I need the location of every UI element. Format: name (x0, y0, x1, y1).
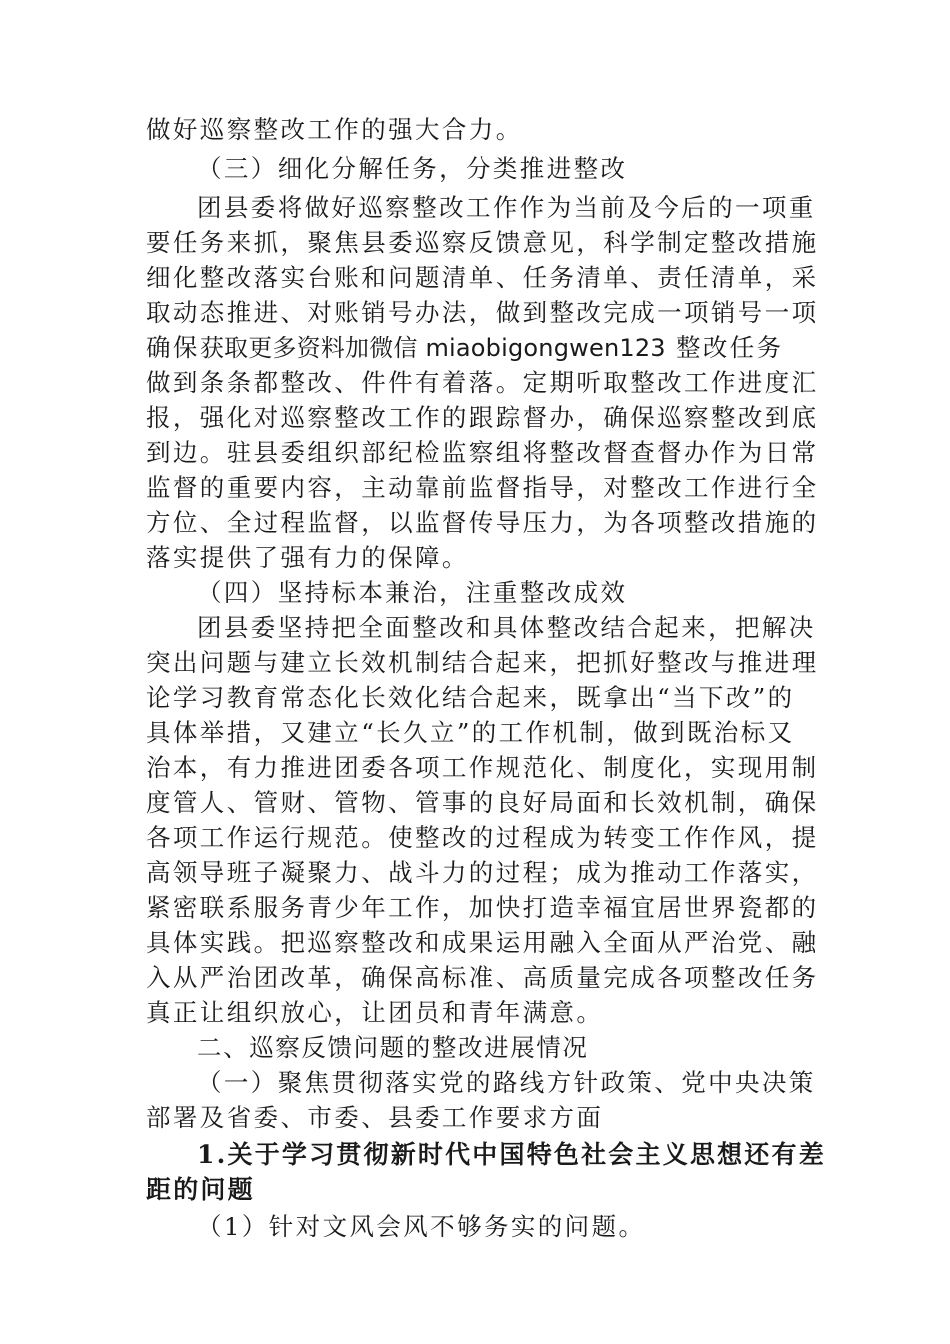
paragraph-line: 度管人、管财、管物、管事的良好局面和长效机制，确保 (146, 788, 819, 817)
paragraph-line: 团县委将做好巡察整改工作作为当前及今后的一项重 (197, 193, 816, 222)
paragraph-line: 具体实践。把巡察整改和成果运用融入全面从严治党、融 (146, 928, 819, 957)
paragraph-line: 取动态推进、对账销号办法，做到整改完成一项销号一项 (146, 298, 819, 327)
line-suffix: 整改任务 (675, 333, 784, 362)
paragraph-line: 到边。驻县委组织部纪检监察组将整改督查督办作为日常 (146, 438, 819, 467)
paragraph-line: 落实提供了强有力的保障。 (146, 543, 469, 572)
paragraph-line: 具体举措，又建立“长久立”的工作机制，做到既治标又 (146, 718, 795, 747)
watermark-line (146, 331, 806, 365)
item-heading-cont: 距的问题 (146, 1175, 255, 1204)
paragraph-line: 要任务来抓，聚焦县委巡察反馈意见，科学制定整改措施 (146, 228, 819, 257)
paragraph-line: 治本，有力推进团委各项工作规范化、制度化，实现用制 (146, 753, 819, 782)
section-heading-2: 二、巡察反馈问题的整改进展情况 (197, 1033, 589, 1062)
section-heading-3: （三）细化分解任务，分类推进整改 (197, 154, 628, 183)
line-prefix: 确保 (146, 333, 200, 362)
paragraph-line: 细化整改落实台账和问题清单、任务清单、责任清单，采 (146, 263, 819, 292)
paragraph-line: 各项工作运行规范。使整改的过程成为转变工作作风，提 (146, 823, 819, 852)
paragraph-line: 报，强化对巡察整改工作的跟踪督办，确保巡察整改到底 (146, 403, 819, 432)
paragraph-line: 论学习教育常态化长效化结合起来，既拿出“当下改”的 (146, 683, 795, 712)
paragraph-line: 入从严治团改革，确保高标准、高质量完成各项整改任务 (146, 963, 819, 992)
paragraph-line: 做好巡察整改工作的强大合力。 (146, 115, 523, 144)
paragraph-line: 团县委坚持把全面整改和具体整改结合起来，把解决 (197, 613, 816, 642)
paragraph-line: 监督的重要内容，主动靠前监督指导，对整改工作进行全 (146, 473, 819, 502)
watermark-text: 获取更多资料加微信 miaobigongwen123 (199, 334, 666, 362)
subsection-heading: （一）聚焦贯彻落实党的路线方针政策、党中央决策 (197, 1068, 816, 1097)
paragraph-line: 突出问题与建立长效机制结合起来，把抓好整改与推进理 (146, 648, 819, 677)
paragraph-line: 紧密联系服务青少年工作，加快打造幸福宜居世界瓷都的 (146, 893, 819, 922)
paragraph-line: 方位、全过程监督，以监督传导压力，为各项整改措施的 (146, 508, 819, 537)
item-heading: 1.关于学习贯彻新时代中国特色社会主义思想还有差 (197, 1140, 826, 1169)
paragraph-line: 做到条条都整改、件件有着落。定期听取整改工作进度汇 (146, 368, 819, 397)
subsection-heading-cont: 部署及省委、市委、县委工作要求方面 (146, 1103, 604, 1132)
numbered-point: （1）针对文风会风不够务实的问题。 (197, 1212, 646, 1241)
paragraph-line: 高领导班子凝聚力、战斗力的过程；成为推动工作落实， (146, 858, 819, 887)
section-heading-4: （四）坚持标本兼治，注重整改成效 (197, 578, 628, 607)
paragraph-line: 真正让组织放心，让团员和青年满意。 (146, 998, 604, 1027)
